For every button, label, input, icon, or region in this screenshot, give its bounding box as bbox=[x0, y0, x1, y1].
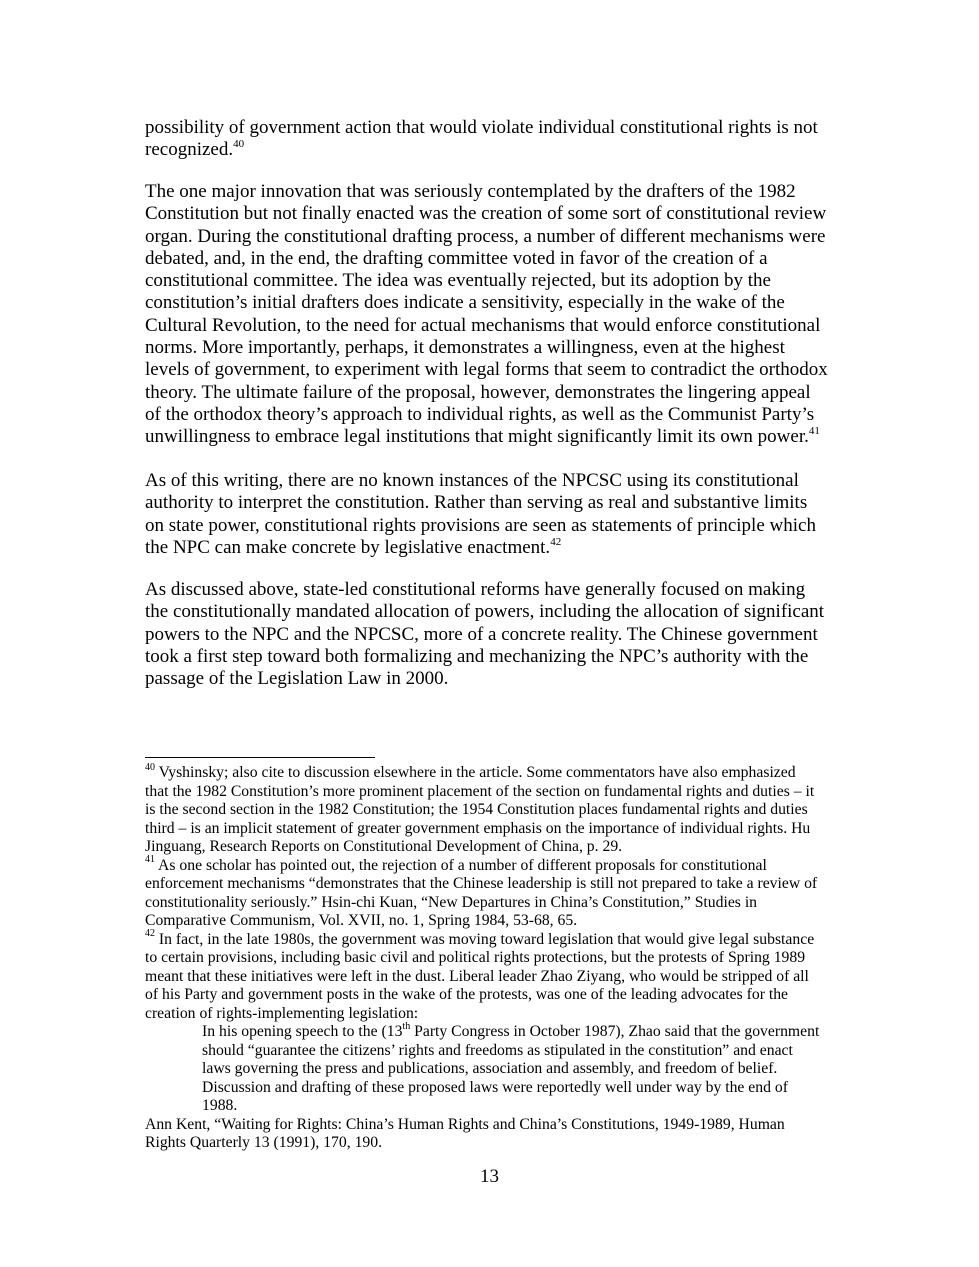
body-line bbox=[145, 426, 828, 448]
body-line: organ. During the constitutional drafting process, a number of different mechanisms were bbox=[145, 225, 826, 247]
body-line: constitutional committee. The idea was eventually rejected, but its adoption by the bbox=[145, 270, 771, 292]
body-line: As of this writing, there are no known instances of the NPCSC using its constitutional bbox=[145, 470, 799, 491]
citation bbox=[145, 1116, 819, 1153]
footnote-ref-41: 41 bbox=[808, 424, 820, 437]
body-line: debated, and, in the end, the drafting committee voted in favor of the creation of a bbox=[145, 247, 768, 269]
body-line: powers to the NPC and the NPCSC, more of a concrete reality. The Chinese government bbox=[145, 623, 818, 645]
footnote-line: creation of rights-implementing legislation: bbox=[145, 1004, 419, 1022]
footnote-separator bbox=[145, 757, 375, 758]
footnote-line bbox=[145, 854, 819, 876]
footnote-mark-40: 40 bbox=[145, 761, 155, 773]
footnote-line-text: As one scholar has pointed out, the rejection of a number of different proposals for constitutional bbox=[155, 856, 767, 874]
body-line: of the orthodox theory’s approach to individual rights, as well as the Communist Party’s bbox=[145, 403, 815, 425]
body-line: authority to interpret the constitution. Rather than serving as real and substantive limits bbox=[145, 492, 808, 514]
body-line: theory. The ultimate failure of the proposal, however, demonstrates the lingering appeal bbox=[145, 381, 811, 403]
ordinal-suffix: th bbox=[402, 1020, 411, 1032]
body-line bbox=[145, 139, 818, 161]
footnote-42 bbox=[145, 928, 820, 1153]
body-line: Constitution but not finally enacted was the creation of some sort of constitutional review bbox=[145, 203, 827, 225]
body-line-text: the NPC can make concrete by legislative enactment. bbox=[145, 536, 551, 558]
body-line: on state power, constitutional rights provisions are seen as statements of principle which bbox=[145, 514, 816, 536]
footnote-line: Comparative Communism, Vol. XVII, no. 1, Spring 1984, 53-68, 65. bbox=[145, 912, 578, 929]
body-line-text: recognized. bbox=[145, 139, 234, 161]
footnote-ref-40: 40 bbox=[233, 137, 245, 150]
paragraph-3 bbox=[145, 470, 816, 559]
body-line: Cultural Revolution, to the need for actual mechanisms that would enforce constitutional bbox=[145, 314, 821, 336]
footnote-line: meant that these initiatives were left in the dust. Liberal leader Zhao Ziyang, who would be stripped of all bbox=[145, 967, 809, 985]
footnote-line-text: Vyshinsky; also cite to discussion elsewhere in the article. Some commentators have also emphasized bbox=[155, 764, 796, 781]
quote-line: Discussion and drafting of these proposed laws were reportedly well under way by the end of bbox=[202, 1078, 788, 1096]
footnote-line: to certain provisions, including basic civil and political rights protections, but the protests of Spring 1989 bbox=[145, 949, 806, 966]
body-line: the constitutionally mandated allocation of powers, including the allocation of significant bbox=[145, 601, 825, 623]
footnote-line: Jinguang, Research Reports on Constitutional Development of China, p. 29. bbox=[145, 838, 623, 855]
footnote-mark-42: 42 bbox=[145, 928, 155, 940]
body-line bbox=[145, 537, 816, 559]
citation-line: Rights Quarterly 13 (1991), 170, 190. bbox=[145, 1134, 383, 1151]
quote-line: 1988. bbox=[202, 1097, 238, 1114]
body-line: levels of government, to experiment with legal forms that seem to contradict the orthodox bbox=[145, 359, 828, 381]
paragraph-2 bbox=[145, 181, 828, 449]
footnote-ref-42: 42 bbox=[550, 535, 562, 548]
quote-line-text: In his opening speech to the (13 bbox=[202, 1023, 403, 1040]
body-line: norms. More importantly, perhaps, it demonstrates a willingness, even at the highest bbox=[145, 337, 785, 359]
body-line: constitution’s initial drafters does indicate a sensitivity, especially in the wake of the bbox=[145, 292, 785, 314]
footnote-line: is the second section in the 1982 Constitution; the 1954 Constitution places fundamental rights and duties bbox=[145, 801, 808, 818]
footnote-mark-41: 41 bbox=[145, 854, 155, 866]
quote-line: should “guarantee the citizens’ rights and freedoms as stipulated in the constitution” and enact bbox=[202, 1041, 793, 1059]
footnote-line: enforcement mechanisms “demonstrates that the Chinese leadership is still not prepared to take a review of bbox=[145, 875, 818, 892]
block-quote bbox=[145, 1020, 820, 1116]
body-line-text: unwillingness to embrace legal institutions that might significantly limit its own power. bbox=[145, 426, 809, 448]
paragraph-1 bbox=[145, 117, 818, 162]
body-line: passage of the Legislation Law in 2000. bbox=[145, 668, 449, 690]
quote-line-text: Party Congress in October 1987), Zhao said that the government bbox=[410, 1023, 820, 1040]
page-number: 13 bbox=[480, 1166, 499, 1187]
footnote-line: of his Party and government posts in the wake of the protests, was one of the leading advocates for the bbox=[145, 986, 789, 1003]
footnote-line bbox=[145, 761, 819, 783]
footnote-41 bbox=[145, 854, 819, 931]
body-line: took a first step toward both formalizing and mechanizing the NPC’s authority with the bbox=[145, 645, 809, 667]
body-line: The one major innovation that was seriously contemplated by the drafters of the 1982 bbox=[145, 181, 796, 202]
citation-line: Ann Kent, “Waiting for Rights: China’s Human Rights and China’s Constitutions, 1949-1989, Human bbox=[145, 1115, 785, 1133]
footnote-line-text: In fact, in the late 1980s, the government was moving toward legislation that would give legal substance bbox=[155, 930, 815, 948]
quote-line: laws governing the press and publications, association and assembly, and freedom of belief. bbox=[202, 1060, 778, 1077]
footnote-40 bbox=[145, 761, 819, 857]
footnote-line: third – is an implicit statement of greater government emphasis on the importance of individual rights. Hu bbox=[145, 819, 811, 837]
footnote-line bbox=[145, 928, 819, 950]
body-line: possibility of government action that would violate individual constitutional rights is not bbox=[145, 117, 818, 138]
paragraph-4 bbox=[145, 579, 824, 690]
body-line: As discussed above, state-led constitutional reforms have generally focused on making bbox=[145, 579, 806, 600]
footnotes bbox=[145, 761, 820, 1153]
footnote-line: constitutionality seriously.” Hsin-chi Kuan, “New Departures in China’s Constitution,” Studies in bbox=[145, 893, 758, 911]
footnote-line: that the 1982 Constitution’s more prominent placement of the section on fundamental rights and duties – it bbox=[145, 782, 815, 800]
quote-line bbox=[145, 1020, 820, 1042]
